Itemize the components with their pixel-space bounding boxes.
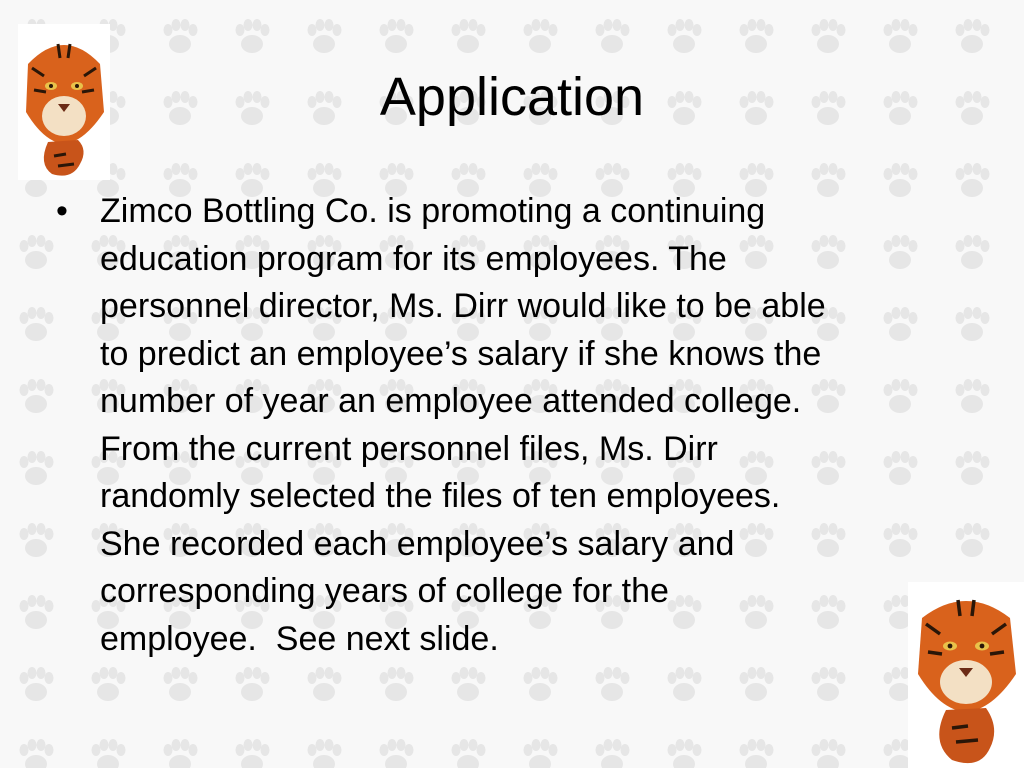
body-text-line: From the current personnel files, Ms. Dirr xyxy=(100,429,718,468)
body-text-line: Zimco Bottling Co. is promoting a continuing xyxy=(100,192,766,230)
body-text-line: corresponding years of college for the xyxy=(100,572,669,610)
bullet-point-marker: • xyxy=(56,192,68,230)
bullet-item xyxy=(56,188,976,663)
body-text-line: to predict an employee’s salary if she knows the xyxy=(100,334,822,373)
slide-title: Application xyxy=(379,67,645,127)
body-text-line: employee. See next slide. xyxy=(100,619,499,658)
body-text-line: She recorded each employee’s salary and xyxy=(100,524,735,563)
body-text-line: education program for its employees. The xyxy=(100,239,727,278)
body-text-line: personnel director, Ms. Dirr would like to be able xyxy=(100,287,826,325)
body-text-line: number of year an employee attended college. xyxy=(100,382,802,420)
body-text-line: randomly selected the files of ten employees. xyxy=(100,477,781,515)
bullet-text xyxy=(100,188,970,663)
